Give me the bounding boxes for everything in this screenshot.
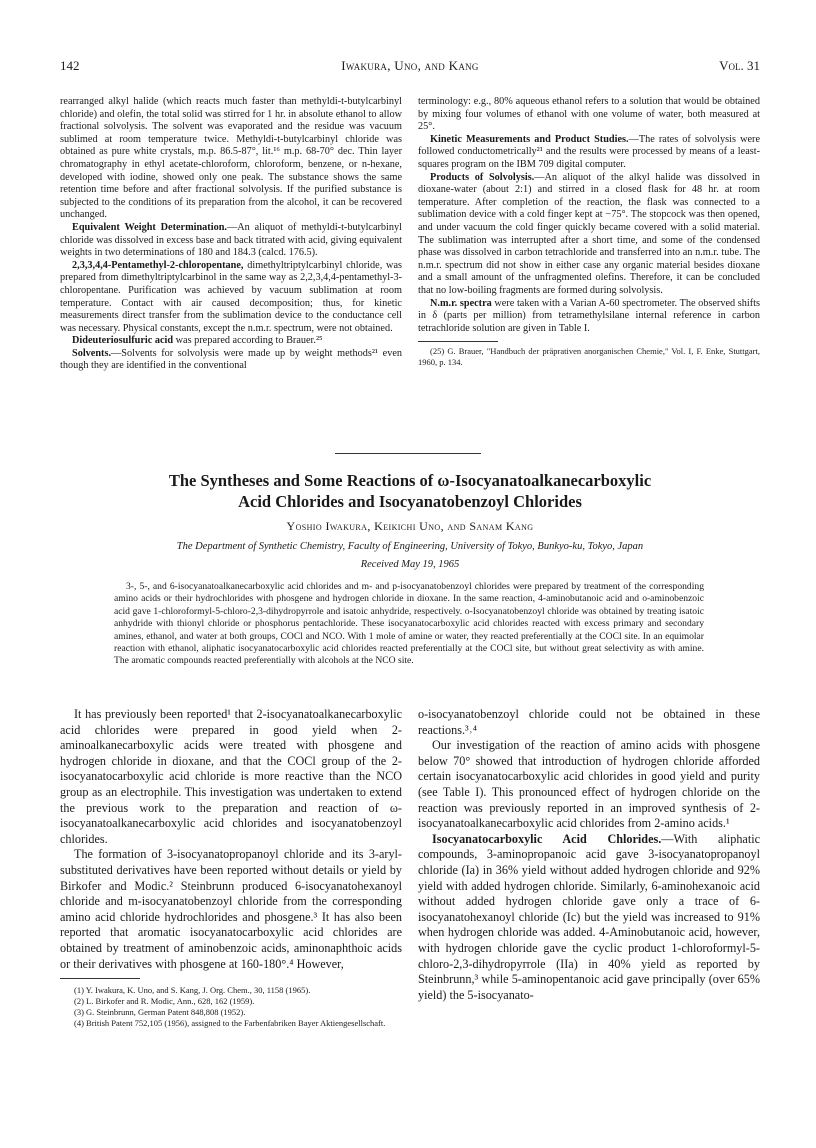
run-in-heading: 2,3,3,4,4-Pentamethyl-2-chloropentane, bbox=[72, 259, 244, 271]
footnotes bbox=[418, 346, 760, 368]
title-line: The Syntheses and Some Reactions of ω-Isocyanatoalkanecarboxylic bbox=[168, 471, 652, 490]
footnote: (1) Y. Iwakura, K. Uno, and S. Kang, J. Org. Chem., 30, 1158 (1965). bbox=[74, 985, 311, 996]
paragraph: It has previously been reported¹ that 2-isocyanatoalkanecarboxylic acid chlorides were prepared in good yield when 2-aminoalkanecarboxylic acids were treated with phosgene and hydrogen chloride in dioxane, and that the COCl group of the 2-isocyanatocarboxylic acid chloride is more reactive than the NCO group as an electrophile. This investigation was undertaken to extend the previous work to the preparation and reaction of ω-isocyanatoalkanecarboxylic acid chlorides and isocyanatobenzoyl chlorides. bbox=[60, 707, 402, 846]
footnote-divider bbox=[418, 341, 498, 342]
footnote-divider bbox=[60, 978, 140, 979]
run-in-heading: Products of Solvolysis. bbox=[430, 171, 535, 183]
title-line: Acid Chlorides and Isocyanatobenzoyl Chlorides bbox=[238, 492, 582, 511]
paragraph: The formation of 3-isocyanatopropanoyl chloride and its 3-aryl-substituted derivatives have been reported without details or yield by Birkofer and Modic.² Steinbrunn produced 6-isocyanatohexanoyl chloride and m-isocyanatobenzoyl chloride from the corresponding amino acid chloride hydrochlorides and phosgene.³ It has also been reported that aromatic isocyanatocarboxylic acid chlorides are obtained by treatment of aminobenzoic acids, aminonaphthoic acids or their derivatives with phosgene at 160-180°.⁴ However, bbox=[60, 847, 402, 971]
body-left-column bbox=[60, 707, 402, 1029]
run-in-heading: Equivalent Weight Determination. bbox=[72, 221, 227, 233]
paragraph-text: dimethyltriptylcarbinyl chloride, was prepared from dimethyltriptylcarbinol in the same way as 2,2,3,4,4-pentamethyl-3-chloropentane. Purification was achieved by vacuum sublimation at room temperature. Contact with air caused decomposition; thus, for kinetic measurements direct transfer from the sublimation device to the conductance cell was necessary. Physical constants, except the n.m.r. spectrum, were not obtained. bbox=[60, 259, 402, 334]
paragraph: o-isocyanatobenzoyl chloride could not be obtained in these reactions.³˒⁴ bbox=[418, 707, 760, 737]
run-in-heading: Solvents. bbox=[72, 347, 112, 359]
paragraph bbox=[60, 335, 402, 348]
paragraph bbox=[418, 298, 760, 336]
page-number: 142 bbox=[60, 58, 80, 73]
article-divider bbox=[335, 453, 481, 454]
paragraph bbox=[60, 260, 402, 336]
run-in-heading: Dideuteriosulfuric acid bbox=[72, 335, 174, 347]
paragraph-text: —With aliphatic compounds, 3-aminopropanoic acid gave 3-isocyanatopropanoyl chloride (Ia) in 36% yield without added hydrogen chloride and 92% yield with added hydrogen chloride. Similarly, 6-aminohexanoic acid without added hydrogen chloride gave only a trace of 6-isocyanatohexanoyl chloride (Ic) but the yield was increased to 91% when hydrogen chloride was added. 4-Aminobutanoic acid, however, with hydrogen chloride gave the cyclic product 1-chloroformyl-5-chloro-2,3-dihydropyrrole (IIa) in 40% yield as reported by Steinbrunn,³ while 5-aminopentanoic acid gave principally (over 65% yield) the 5-isocyanato- bbox=[418, 831, 761, 1002]
section-heading: Isocyanatocarboxylic Acid Chlorides. bbox=[432, 831, 662, 846]
previous-article-left-column bbox=[60, 96, 402, 373]
paragraph-text: —An aliquot of the alkyl halide was dissolved in dioxane-water (about 2:1) and stirred in a closed flask for 48 hr. at room temperature. After completion of the reaction, the flask was connected to a sublimation device with a cold finger kept at −75°. The stopcock was then opened, and under vacuum the cold finger quickly became covered with a solid material. The sublimation was interrupted after a short time, and some of the condensed phase was dissolved in carbon tetrachloride and transferred into an n.m.r. tube. The n.m.r. spectrum did not show in either case any organic material besides dioxane and a small amount of the unfragmented olefins. Therefore, it can be concluded that no low-boiling fragments are formed during solvolysis. bbox=[418, 171, 760, 296]
article-title bbox=[60, 470, 760, 512]
paragraph bbox=[418, 832, 760, 1004]
abstract: 3-, 5-, and 6-isocyanatoalkanecarboxylic acid chlorides and m- and p-isocyanatobenzoyl chlorides were prepared by treatment of the corresponding amino acids or their hydrochlorides with phosgene and hydrogen chloride in dioxane. In the same reaction, 4-aminobutanoic acid and o-aminobenzoic acid gave 1-chloroformyl-5-chloro-2,3-dihydropyrrole and isatoic anhydride, respectively. o-Isocyanatobenzoyl chloride was obtained by treating isatoic anhydride with thionyl chloride or phosphorus pentachloride. These isocyanatocarboxylic acid chlorides reacted with excess primary and secondary amines, ethanol, and water at both groups, COCl and NCO. With 1 mole of amine or water, they reacted preferentially at the COCl site. In an equimolar reaction with ethanol, aliphatic isocyanatocarboxylic acid chlorides reacted preferentially at the COCl site, but without great selectivity as with amine. The aromatic compounds reacted preferentially with alcohols at the NCO site. bbox=[114, 581, 704, 667]
paragraph-text: —Solvents for solvolysis were made up by weight methods²¹ even though they are identified in the conventional bbox=[60, 347, 402, 372]
paragraph bbox=[60, 348, 402, 373]
paragraph: Our investigation of the reaction of amino acids with phosgene below 70° showed that introduction of hydrogen chloride afforded certain isocyanatocarboxylic acid chlorides in good yield and purity (see Table I). This pronounced effect of hydrogen chloride on the reaction was previously reported in an improved synthesis of 2-isocyanatoalkanecarboxylic acid chlorides from 2-amino acids.¹ bbox=[418, 738, 760, 831]
paragraph-text: —An aliquot of methyldi-t-butylcarbinyl chloride was dissolved in excess base and back titrated with acid, giving equivalent weights in two determinations of 180 and 184.3 (calcd. 176.5). bbox=[60, 221, 402, 259]
paragraph-text: were taken with a Varian A-60 spectrometer. The observed shifts in δ (parts per million) from tetramethylsilane internal reference in carbon tetrachloride solution are given in Table I. bbox=[418, 297, 760, 334]
running-head-authors: Iwakura, Uno, and Kang bbox=[341, 58, 479, 73]
paragraph: terminology: e.g., 80% aqueous ethanol refers to a solution that would be obtained by mixing four volumes of ethanol with one volume of water, both measured at 25°. bbox=[418, 96, 760, 133]
paragraph: rearranged alkyl halide (which reacts much faster than methyldi-t-butylcarbinyl chloride) and olefin, the total solid was stirred for 1 hr. in absolute ethanol to allow fractional solvolysis. The solvent was evaporated and the residue was vacuum sublimed at room temperature twice. Methyldi-t-butylcarbinyl chloride was obtained as pure white crystals, m.p. 86.5-87°, lit.¹⁶ m.p. 68-70° dec. Thin layer chromatography in ethyl acetate-chloroform, chloroform, benzene, or n-hexane, developed with iodine, showed only one peak. The substance shows the same retention time before and after fractional solvolysis. If the purified substance is subjected to the conditions of its preparation from the alcohol, it can be recovered unchanged. bbox=[60, 96, 402, 221]
footnote: (25) G. Brauer, "Handbuch der präprativen anorganischen Chemie," Vol. I, F. Enke, Stuttgart, 1960, p. 134. bbox=[418, 346, 760, 368]
run-in-heading: N.m.r. spectra bbox=[430, 297, 492, 309]
run-in-heading: Kinetic Measurements and Product Studies. bbox=[430, 133, 629, 145]
footnote: (3) G. Steinbrunn, German Patent 848,808 (1952). bbox=[74, 1007, 246, 1018]
paragraph-text: was prepared according to Brauer.²⁵ bbox=[173, 335, 323, 347]
article-authors: Yoshio Iwakura, Keikichi Uno, and Sanam Kang bbox=[286, 519, 534, 533]
previous-article-right-column bbox=[418, 96, 760, 368]
body-right-column bbox=[418, 707, 760, 1003]
paragraph bbox=[418, 134, 760, 172]
paragraph bbox=[418, 172, 760, 298]
running-head bbox=[60, 58, 760, 76]
footnote: (4) British Patent 752,105 (1956), assigned to the Farbenfabriken Bayer Aktiengesellschaft. bbox=[74, 1018, 386, 1029]
affiliation: The Department of Synthetic Chemistry, Faculty of Engineering, University of Tokyo, Bunkyo-ku, Tokyo, Japan bbox=[176, 541, 644, 552]
volume-label: Vol. 31 bbox=[719, 58, 760, 73]
paragraph-text: —The rates of solvolysis were followed conductometrically²¹ and the results were processed by means of a least-squares program on the IBM 709 digital computer. bbox=[418, 133, 760, 170]
received-date: Received May 19, 1965 bbox=[360, 559, 460, 570]
paragraph bbox=[60, 222, 402, 260]
footnotes bbox=[60, 985, 402, 1029]
footnote: (2) L. Birkofer and R. Modic, Ann., 628, 162 (1959). bbox=[74, 996, 255, 1007]
